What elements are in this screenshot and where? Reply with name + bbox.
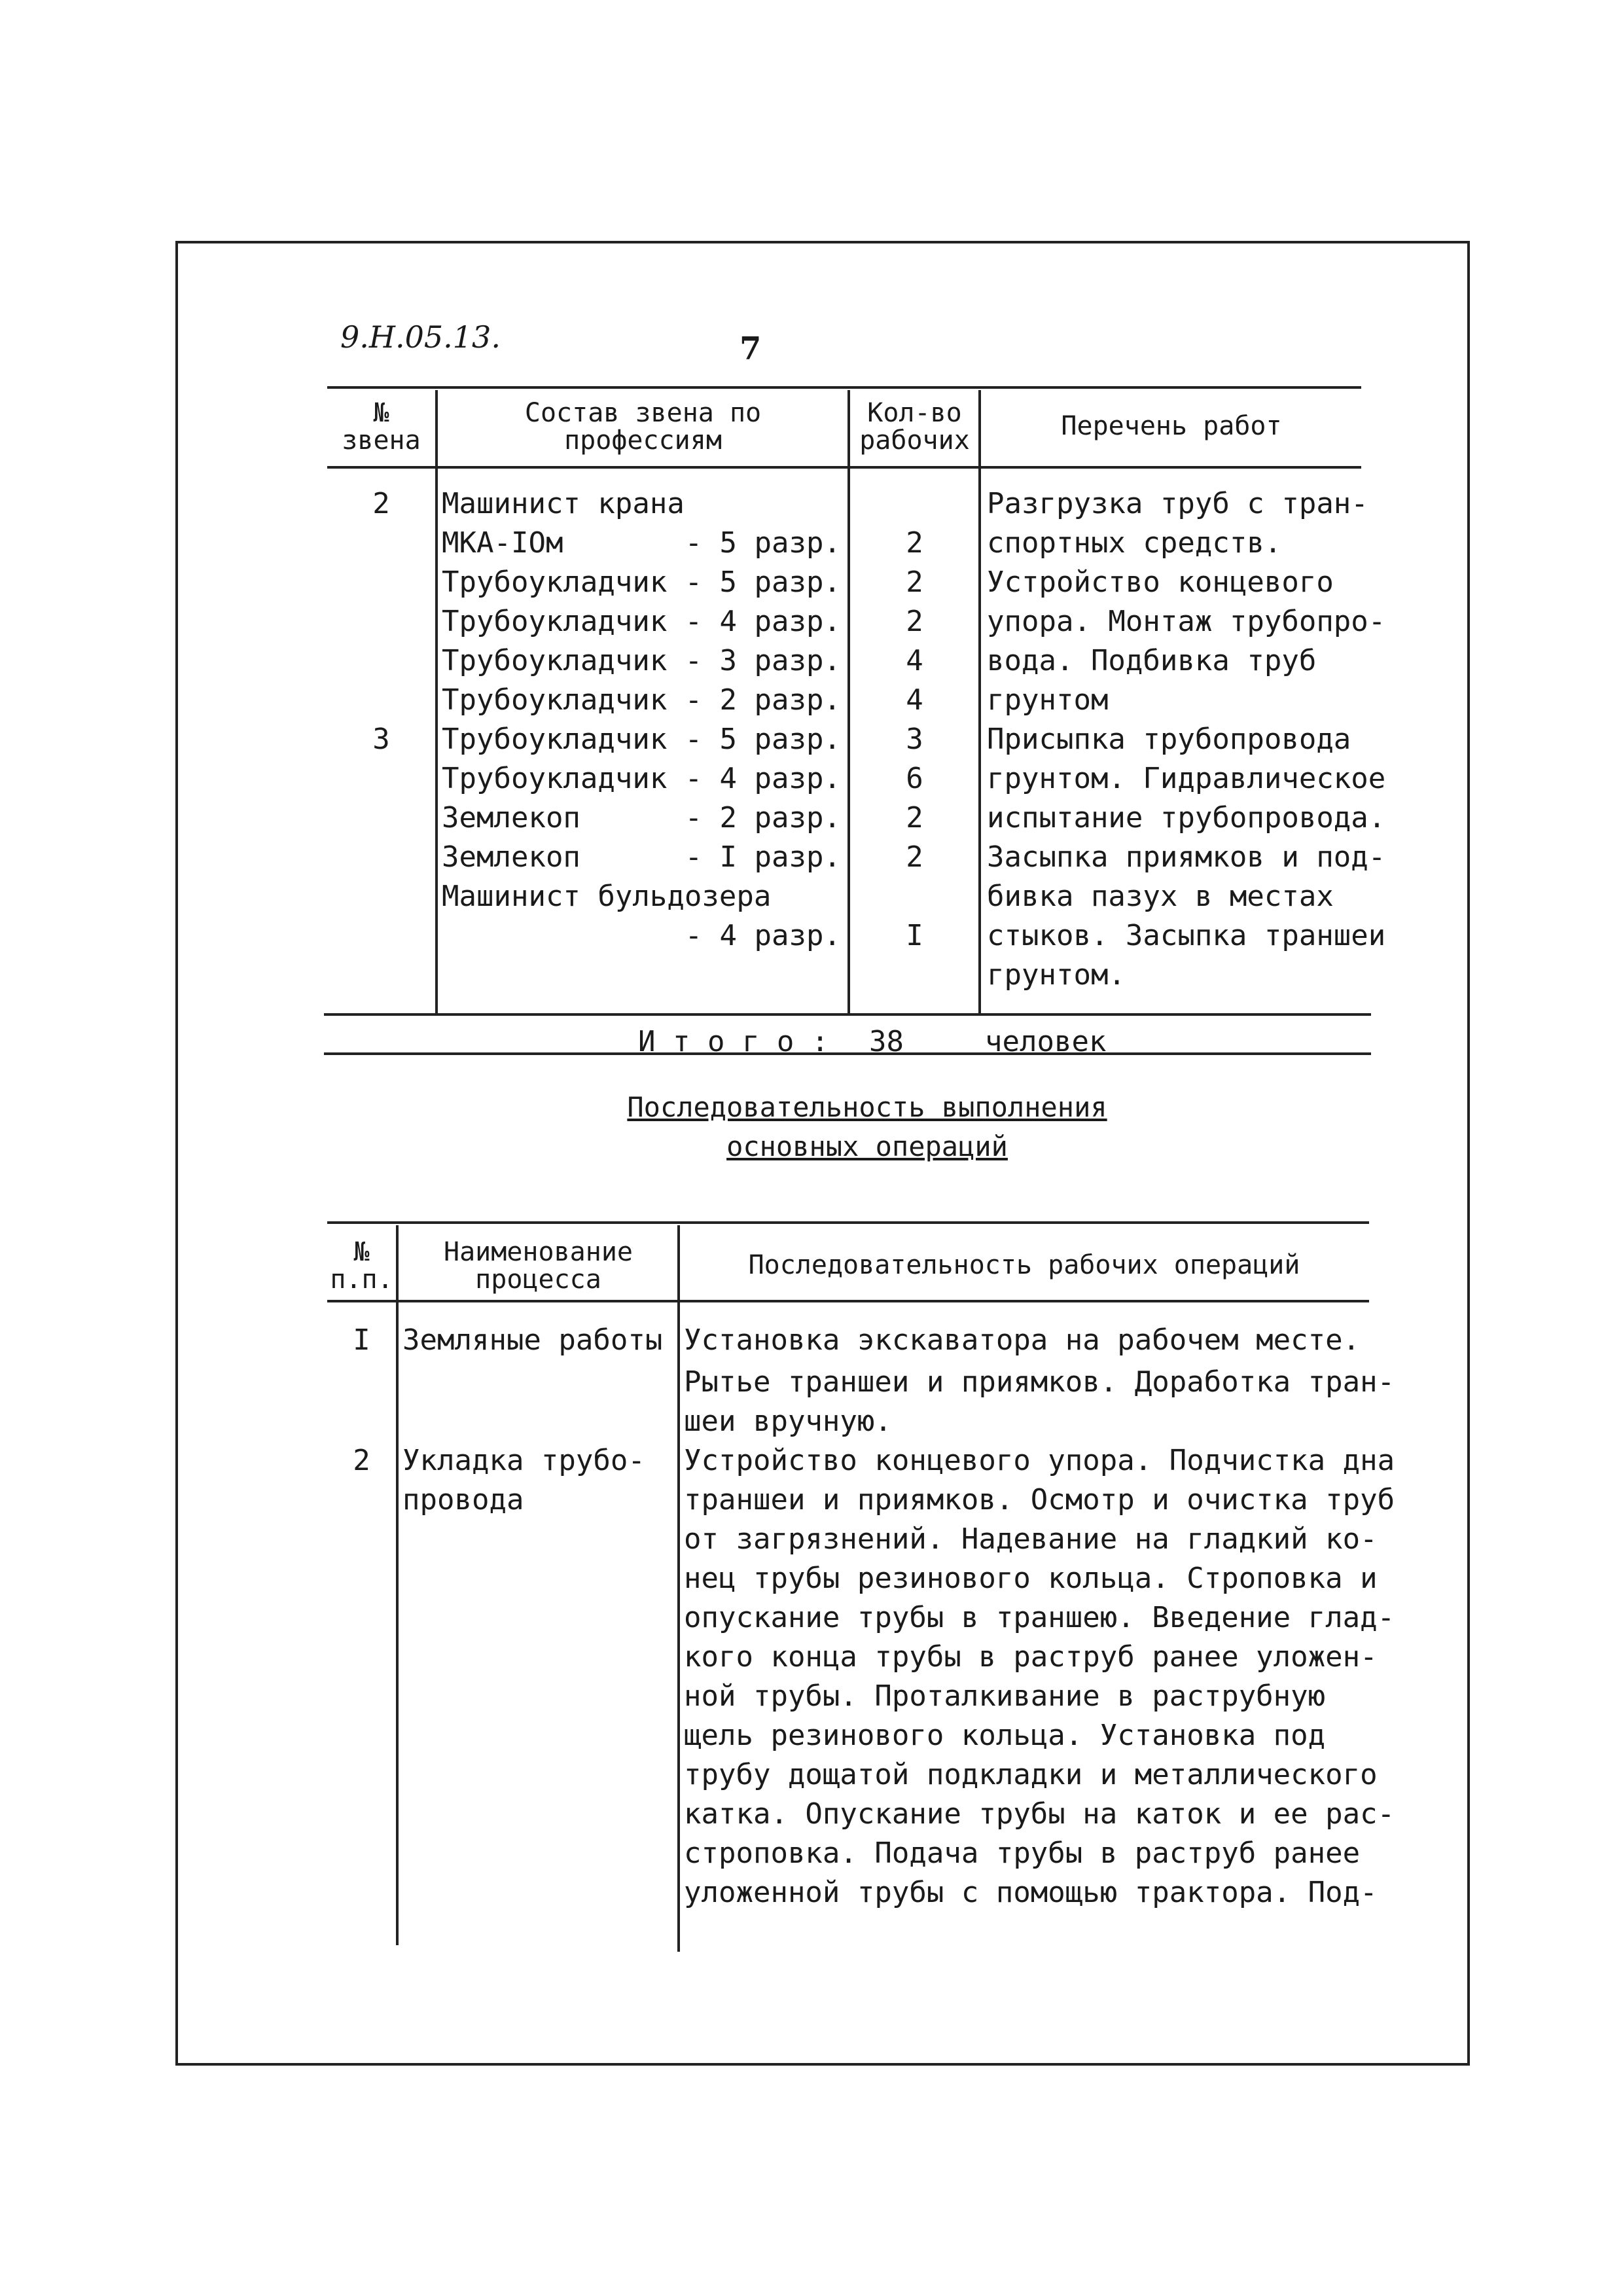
table-cell-process: Земляные работы (402, 1323, 663, 1357)
table-cell-item-number: 2 (353, 1444, 370, 1477)
table-cell-count: 2 (906, 840, 923, 874)
table-cell-grade: - 2 разр. (685, 683, 841, 717)
table-cell-count: 4 (906, 644, 923, 677)
table-cell-profession: Трубоукладчик (442, 644, 668, 677)
table1-col-divider (435, 390, 438, 1014)
table-cell-process: Укладка трубо- (402, 1444, 645, 1477)
operations-line: кого конца трубы в раструб ранее уложен- (684, 1640, 1378, 1674)
operations-line: опускание трубы в траншею. Введение глад- (684, 1601, 1395, 1634)
table-cell-item-number: I (353, 1323, 370, 1357)
table-cell-grade: - 4 разр. (685, 919, 841, 952)
table-cell-grade: - I разр. (685, 840, 841, 874)
table-cell-profession: Трубоукладчик (442, 762, 668, 795)
table-cell-grade: - 2 разр. (685, 801, 841, 834)
header-works-list: Перечень работ (1061, 411, 1282, 441)
operations-line: траншеи и приямков. Осмотр и очистка труб (684, 1483, 1395, 1516)
table2-col-divider (677, 1225, 680, 1952)
operations-line: уложенной трубы с помощью трактора. Под- (684, 1876, 1378, 1909)
table-cell-count: 2 (906, 526, 923, 560)
works-line: Засыпка приямков и под- (987, 840, 1386, 874)
works-line: испытание трубопровода. (987, 801, 1386, 834)
page-number: 7 (740, 331, 762, 367)
table1-col-divider (978, 390, 981, 1014)
table-cell-profession: Трубоукладчик (442, 605, 668, 638)
table2-header-rule (327, 1300, 1369, 1302)
works-line: бивка пазух в местах (987, 880, 1334, 913)
operations-line: щель резинового кольца. Установка под (684, 1719, 1326, 1752)
table2-top-rule (327, 1221, 1369, 1224)
works-line: грунтом. Гидравлическое (987, 762, 1386, 795)
table-cell-profession: Землекоп (442, 801, 580, 834)
table1-top-rule (327, 386, 1361, 389)
works-line: Присыпка трубопровода (987, 723, 1351, 756)
works-line: спортных средств. (987, 526, 1282, 560)
works-line: грунтом. (987, 958, 1126, 992)
table-cell-profession: Землекоп (442, 840, 580, 874)
table-cell-grade: - 5 разр. (685, 565, 841, 599)
table-cell-count: 2 (906, 565, 923, 599)
operations-line: Рытье траншеи и приямков. Доработка тран- (684, 1365, 1395, 1399)
header-brigade-number: № звена (342, 398, 421, 456)
document-code: 9.Н.05.13. (340, 319, 501, 355)
operations-line: Установка экскаватора на рабочем месте. (684, 1323, 1361, 1357)
table-cell-grade: - 5 разр. (685, 723, 841, 756)
works-line: Разгрузка труб с тран- (987, 487, 1368, 520)
table-cell-grade: - 5 разр. (685, 526, 841, 560)
header-process-name: Наименование процесса (444, 1237, 633, 1295)
table1-col-divider (847, 390, 850, 1014)
total-value: 38 (869, 1025, 904, 1058)
table-cell-brigade: 3 (372, 723, 390, 756)
operations-line: от загрязнений. Надевание на гладкий ко- (684, 1522, 1378, 1556)
header-worker-count: Кол-во рабочих (859, 398, 970, 456)
table-cell-profession: Трубоукладчик (442, 565, 668, 599)
operations-line: нец трубы резинового кольца. Строповка и (684, 1562, 1378, 1595)
table1-header-rule (327, 466, 1361, 469)
works-line: упора. Монтаж трубопро- (987, 605, 1386, 638)
works-line: вода. Подбивка труб (987, 644, 1317, 677)
operations-line: катка. Опускание трубы на каток и ее рас- (684, 1797, 1395, 1831)
table-cell-profession: МКА-IОм (442, 526, 563, 560)
table-cell-count: 6 (906, 762, 923, 795)
table-cell-profession: Трубоукладчик (442, 723, 668, 756)
table-cell-profession: Машинист крана (442, 487, 685, 520)
header-composition: Состав звена по профессиям (524, 398, 762, 456)
works-line: стыков. Засыпка траншеи (987, 919, 1386, 952)
table-cell-grade: - 4 разр. (685, 605, 841, 638)
table-cell-count: 2 (906, 801, 923, 834)
total-unit: человек (985, 1025, 1107, 1058)
table-cell-grade: - 3 разр. (685, 644, 841, 677)
table-cell-count: I (906, 919, 923, 952)
table-cell-process: провода (402, 1483, 524, 1516)
table-cell-profession: Трубоукладчик (442, 683, 668, 717)
table2-col-divider (396, 1225, 399, 1945)
total-rule (324, 1052, 1371, 1055)
header-operations-sequence: Последовательность рабочих операций (748, 1250, 1300, 1280)
operations-line: трубу дощатой подкладки и металлического (684, 1758, 1378, 1791)
table-cell-profession: Машинист бульдозера (442, 880, 772, 913)
header-item-number: № п.п. (330, 1237, 393, 1295)
works-line: Устройство концевого (987, 565, 1334, 599)
table-cell-count: 2 (906, 605, 923, 638)
operations-line: ной трубы. Проталкивание в раструбную (684, 1679, 1326, 1713)
table-cell-count: 3 (906, 723, 923, 756)
operations-line: строповка. Подача трубы в раструб ранее (684, 1837, 1361, 1870)
section-title-line2: основных операций (726, 1130, 1008, 1162)
table-cell-count: 4 (906, 683, 923, 717)
table-cell-brigade: 2 (372, 487, 390, 520)
operations-line: Устройство концевого упора. Подчистка дна (684, 1444, 1395, 1477)
works-line: грунтом (987, 683, 1109, 717)
table-cell-grade: - 4 разр. (685, 762, 841, 795)
section-title-line1: Последовательность выполнения (627, 1091, 1107, 1123)
operations-line: шеи вручную. (684, 1405, 892, 1438)
total-label: И т о г о : (638, 1025, 829, 1058)
